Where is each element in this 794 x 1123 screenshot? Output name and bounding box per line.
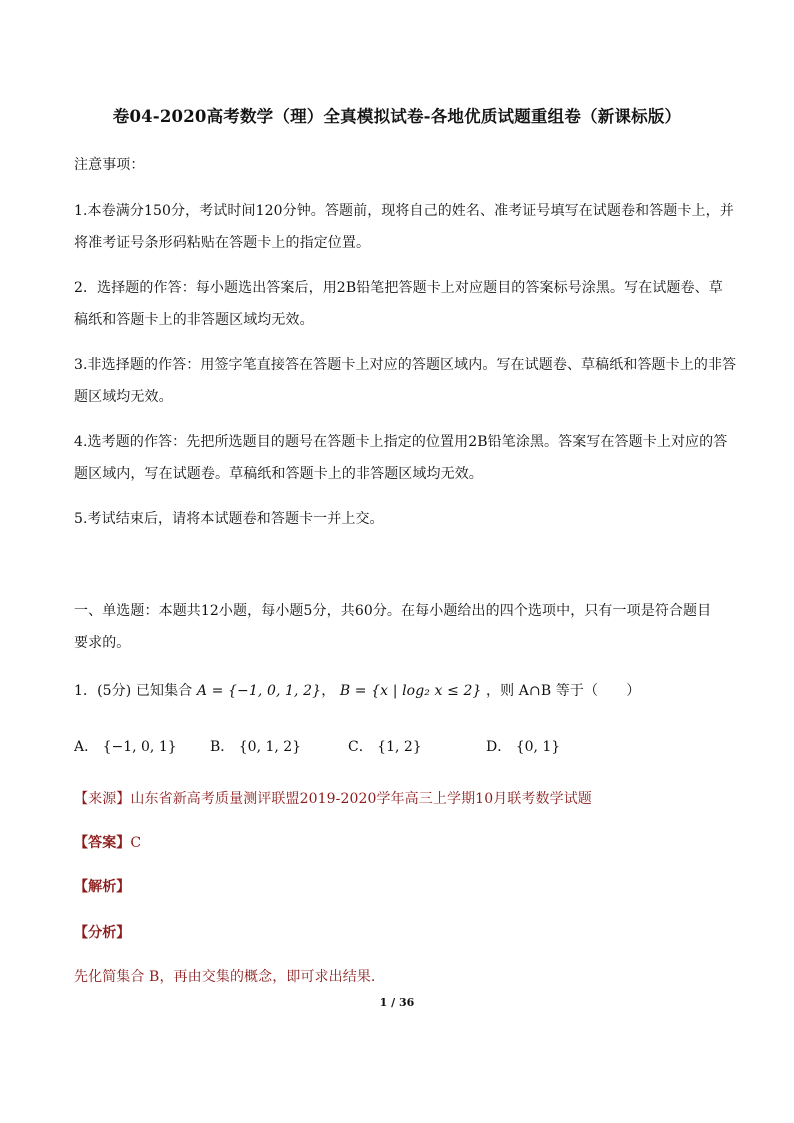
option-a — [74, 740, 177, 754]
question-1-stem — [74, 684, 640, 698]
answer-label: 【答案】 — [74, 835, 131, 851]
option-d-letter: D． — [486, 739, 512, 755]
notice-item-1-line-2: 将准考证号条形码粘贴在答题卡上的指定位置。 — [74, 235, 371, 251]
question-1-stem-prefix: 1．(5分) 已知集合 — [74, 683, 193, 699]
notice-item-2-line-2: 稿纸和答题卡上的非答题区域均无效。 — [74, 312, 314, 328]
set-b-expression: B = {x | log₂ x ≤ 2} — [339, 683, 482, 699]
stem-comma: ， — [321, 683, 336, 699]
section-heading-line-1: 一、单选题：本题共12小题，每小题5分，共60分。在每小题给出的四个选项中，只有一项是符合题目 — [74, 603, 712, 619]
notice-item-3-line-1: 3.非选择题的作答：用签字笔直接答在答题卡上对应的答题区域内。写在试题卷、草稿纸和答题卡上的非答 — [74, 357, 737, 373]
fenxi-text: 先化简集合 B，再由交集的概念，即可求出结果. — [74, 969, 376, 985]
answer-line — [74, 836, 141, 850]
question-1-stem-suffix: ，则 A∩B 等于（ ） — [486, 683, 641, 699]
answer-value: C — [130, 835, 142, 851]
notice-item-1-line-1: 1.本卷满分150分，考试时间120分钟。答题前，现将自己的姓名、准考证号填写在试题卷和答题卡上，并 — [74, 203, 734, 219]
option-b-value: {0, 1, 2} — [238, 739, 302, 755]
option-c — [348, 740, 422, 754]
page-number: 1 / 36 — [379, 996, 415, 1009]
question-source: 【来源】山东省新高考质量测评联盟2019-2020学年高三上学期10月联考数学试题 — [74, 791, 592, 807]
option-d-value: {0, 1} — [515, 739, 561, 755]
option-c-letter: C． — [348, 739, 373, 755]
page-title: 卷04-2020高考数学（理）全真模拟试卷-各地优质试题重组卷（新课标版） — [112, 107, 682, 126]
notice-heading: 注意事项： — [74, 157, 145, 173]
fenxi-label: 【分析】 — [74, 925, 131, 941]
option-a-value: {−1, 0, 1} — [102, 739, 177, 755]
option-d — [486, 740, 560, 754]
set-a-expression: A = {−1, 0, 1, 2} — [196, 683, 322, 699]
option-b — [210, 740, 301, 754]
notice-item-2-line-1: 2．选择题的作答：每小题选出答案后，用2B铅笔把答题卡上对应题目的答案标号涂黑。写在试题卷、草 — [74, 280, 723, 296]
option-a-letter: A． — [74, 739, 99, 755]
option-b-letter: B． — [210, 739, 235, 755]
analysis-label: 【解析】 — [74, 879, 131, 895]
option-c-value: {1, 2} — [377, 739, 422, 755]
notice-item-4-line-1: 4.选考题的作答：先把所选题目的题号在答题卡上指定的位置用2B铅笔涂黑。答案写在答题卡上对应的答 — [74, 434, 728, 450]
notice-item-5: 5.考试结束后，请将本试题卷和答题卡一并上交。 — [74, 511, 384, 527]
notice-item-3-line-2: 题区域均无效。 — [74, 389, 173, 405]
notice-item-4-line-2: 题区域内，写在试题卷。草稿纸和答题卡上的非答题区域均无效。 — [74, 466, 483, 482]
section-heading-line-2: 要求的。 — [74, 635, 131, 651]
